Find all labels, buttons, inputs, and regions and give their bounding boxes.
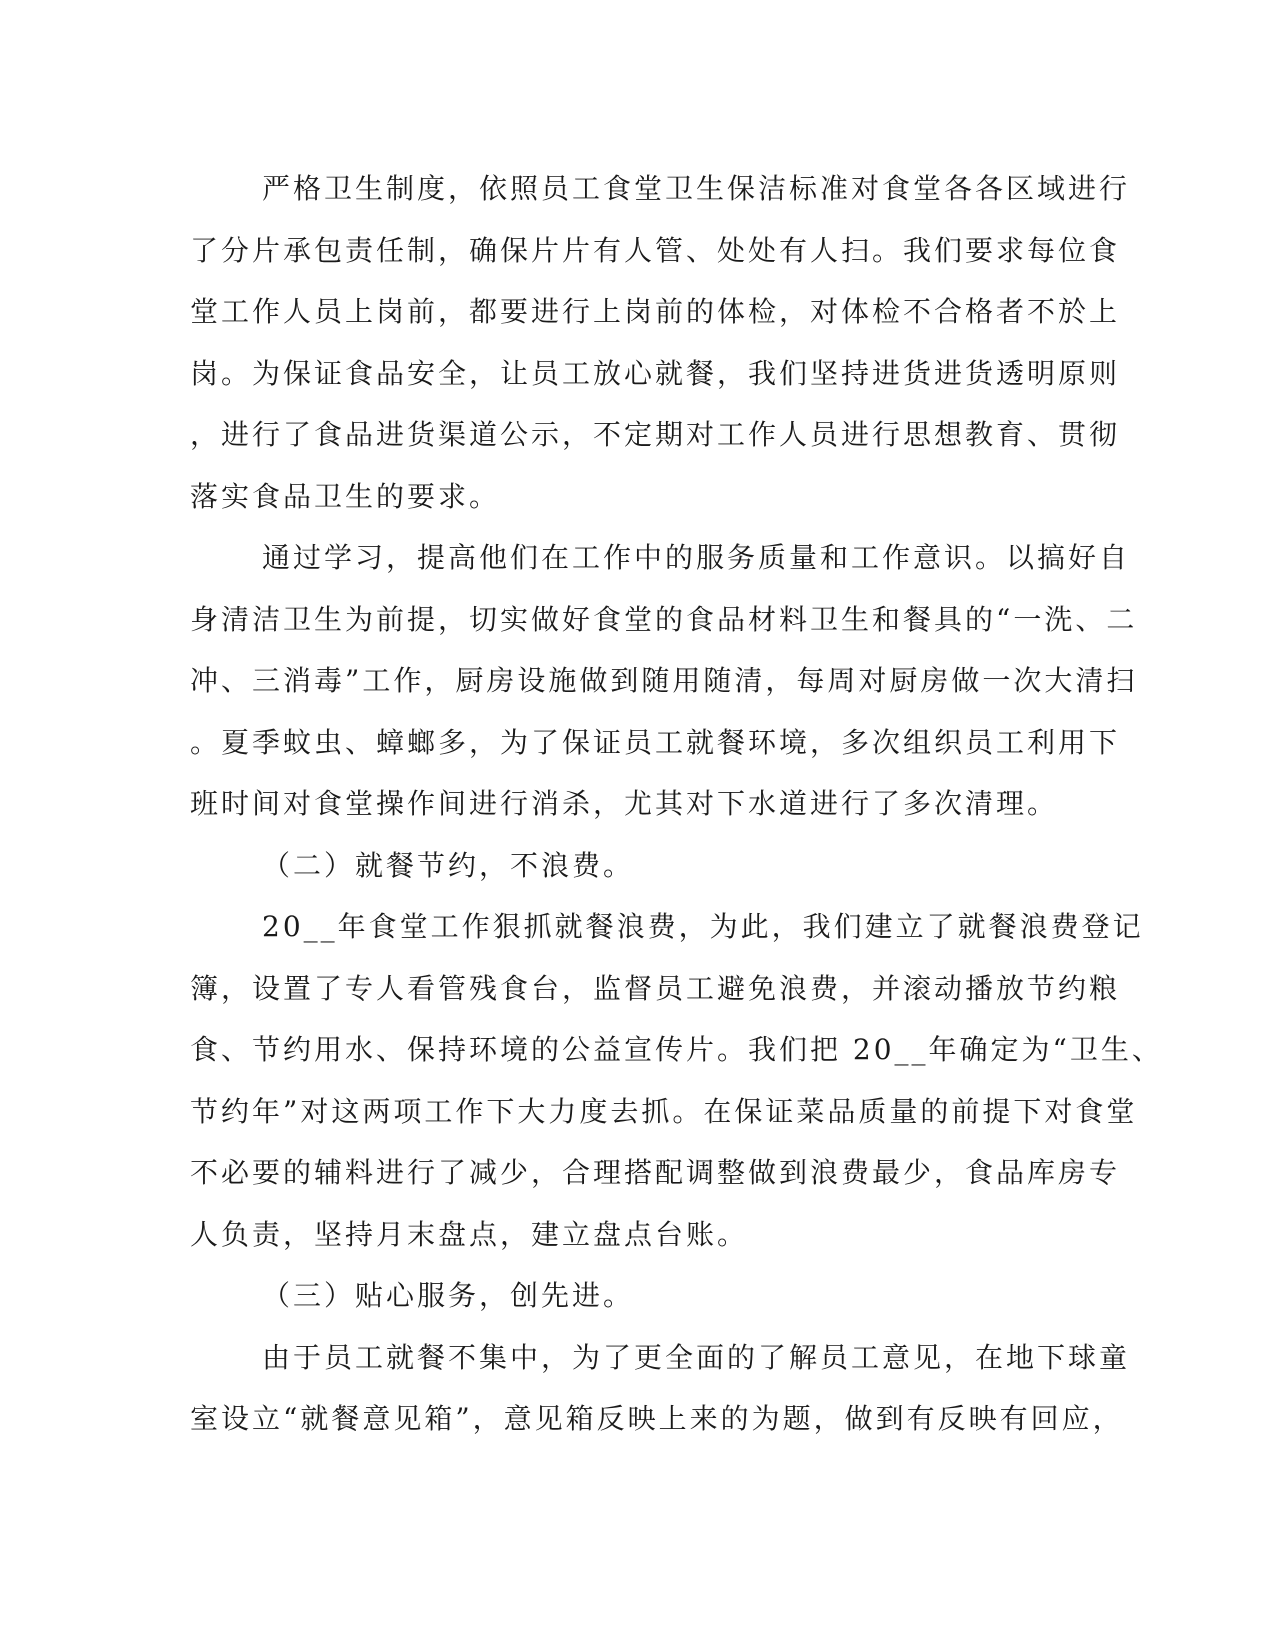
- paragraph-3-line-4: 节约年”对这两项工作下大力度去抓。在保证菜品质量的前提下对食堂: [190, 1094, 1138, 1128]
- paragraph-3-line-6: 人负责，坚持月末盘点，建立盘点台账。: [190, 1217, 749, 1251]
- paragraph-3-line-3: 食、节约用水、保持环境的公益宣传片。我们把 20__年确定为“卫生、: [190, 1033, 1163, 1066]
- paragraph-1-line-5: ，进行了食品进货渠道公示，不定期对工作人员进行思想教育、贯彻: [190, 418, 1121, 451]
- paragraph-1-line-4: 岗。为保证食品安全，让员工放心就餐，我们坚持进货进货透明原则: [190, 356, 1121, 390]
- document-body: [190, 158, 1163, 1450]
- paragraph-1-line-2: 了分片承包责任制，确保片片有人管、处处有人扫。我们要求每位食: [190, 233, 1121, 267]
- paragraph-2-line-3: 冲、三消毒”工作，厨房设施做到随用随清，每周对厨房做一次大清扫: [190, 664, 1138, 697]
- paragraph-3-line-2: 簿，设置了专人看管残食台，监督员工避免浪费，并滚动播放节约粮: [190, 971, 1121, 1005]
- paragraph-2-line-2: 身清洁卫生为前提，切实做好食堂的食品材料卫生和餐具的“一洗、二: [190, 602, 1138, 636]
- paragraph-1-line-1: 严格卫生制度，依照员工食堂卫生保洁标准对食堂各各区域进行: [262, 172, 1131, 205]
- paragraph-2-line-5: 班时间对食堂操作间进行消杀，尤其对下水道进行了多次清理。: [190, 787, 1059, 820]
- paragraph-4-line-1: 由于员工就餐不集中，为了更全面的了解员工意见，在地下球童: [262, 1340, 1131, 1374]
- section-heading-3: （三）贴心服务，创先进。: [262, 1279, 635, 1312]
- paragraph-1-line-3: 堂工作人员上岗前，都要进行上岗前的体检，对体检不合格者不於上: [190, 295, 1121, 328]
- paragraph-2-line-4: 。夏季蚊虫、蟑螂多，为了保证员工就餐环境，多次组织员工利用下: [190, 725, 1121, 759]
- paragraph-3-line-5: 不必要的辅料进行了减少，合理搭配调整做到浪费最少，食品库房专: [190, 1156, 1121, 1189]
- paragraph-1-line-6: 落实食品卫生的要求。: [190, 479, 501, 513]
- paragraph-4-line-2: 室设立“就餐意见箱”，意见箱反映上来的为题，做到有反映有回应，: [190, 1402, 1124, 1435]
- paragraph-3-line-1: 20__年食堂工作狠抓就餐浪费，为此，我们建立了就餐浪费登记: [262, 910, 1144, 943]
- paragraph-2-line-1: 通过学习，提高他们在工作中的服务质量和工作意识。以搞好自: [262, 541, 1131, 574]
- section-heading-2: （二）就餐节约，不浪费。: [262, 848, 635, 882]
